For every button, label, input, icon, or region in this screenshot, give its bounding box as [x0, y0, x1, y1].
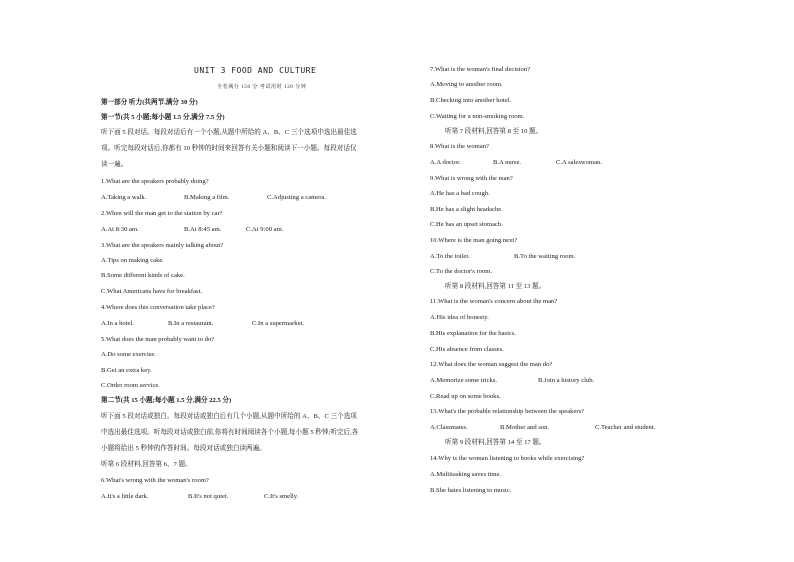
q10-option-a: A.To the toilet.: [430, 253, 470, 260]
q2-option-a: A.At 8:30 am.: [101, 226, 139, 233]
question-6: 6.What's wrong with the woman's room?: [101, 477, 209, 484]
section1-instructions-line3: 读一遍。: [101, 161, 128, 168]
q10-option-b: B.To the waiting room.: [514, 253, 576, 260]
q11-option-c: C.His absence from classes.: [430, 346, 504, 353]
q5-option-a: A.Do some exercise.: [101, 351, 156, 358]
q12-option-c: C.Read up on some books.: [430, 393, 501, 400]
section1-instructions-line2: 项。听完每段对话后,你都有 10 秒钟的时间来回答有关小题和阅读下一小题。每段对话仅: [101, 145, 357, 152]
q9-option-a: A.He has a bad cough.: [430, 190, 490, 197]
q12-option-a: A.Memorize some tricks.: [430, 377, 498, 384]
section1-instructions-line1: 听下面 5 段对话。每段对话后有一个小题,从题中所给的 A、B、C 三个选项中选出最佳选: [101, 129, 357, 136]
q13-option-c: C.Teacher and student.: [595, 424, 656, 431]
q5-option-b: B.Get an extra key.: [101, 367, 152, 374]
question-2: 2.When will the man get to the station by car?: [101, 210, 223, 217]
q14-option-b: B.She hates listening to music.: [430, 487, 512, 494]
q13-option-a: A.Classmates.: [430, 424, 468, 431]
q8-option-b: B.A nurse.: [493, 159, 522, 166]
q6-option-c: C.It's smelly.: [264, 493, 299, 500]
q7-option-b: B.Checking into another hotel.: [430, 97, 512, 104]
q4-option-a: A.In a hotel.: [101, 320, 134, 327]
q1-option-b: B.Making a film.: [184, 194, 230, 201]
q11-option-b: B.His explanation for the basics.: [430, 330, 517, 337]
q4-option-b: B.In a restaurant.: [168, 320, 214, 327]
q1-option-a: A.Taking a walk.: [101, 194, 147, 201]
q6-option-a: A.It's a little dark.: [101, 493, 149, 500]
q3-option-a: A.Tips on making cake.: [101, 257, 164, 264]
material-7-note: 听第 7 段材料,回答第 8 至 10 题。: [445, 128, 543, 135]
question-12: 12.What does the woman suggest the man do?: [430, 361, 553, 368]
q1-option-c: C.Adjusting a camera.: [267, 194, 326, 201]
q12-option-b: B.Join a history club.: [538, 377, 595, 384]
q7-option-c: C.Waiting for a non-smoking room.: [430, 113, 525, 120]
section2-instructions-line3: 小题将给出 5 秒钟的作答时间。每段对话或独白读两遍。: [101, 445, 266, 452]
page-title: UNIT 3 FOOD AND CULTURE: [194, 66, 317, 75]
material-8-note: 听第 8 段材料,回答第 11 至 13 题。: [445, 283, 546, 290]
question-1: 1.What are the speakers probably doing?: [101, 178, 209, 185]
q11-option-a: A.His idea of honesty.: [430, 314, 489, 321]
q14-option-a: A.Multitasking saves time.: [430, 471, 502, 478]
q3-option-b: B.Some different kinds of cake.: [101, 272, 185, 279]
question-8: 8.What is the woman?: [430, 143, 489, 150]
question-4: 4.Where does this conversation take place?: [101, 304, 215, 311]
section1-heading: 第一节(共 5 小题;每小题 1.5 分,满分 7.5 分): [101, 114, 225, 121]
question-11: 11.What is the woman's concern about the man?: [430, 298, 558, 305]
material-9-note: 听第 9 段材料,回答第 14 至 17 题。: [445, 439, 546, 446]
section2-instructions-line1: 听下面 5 段对话或独白。每段对话或独白后有几个小题,从题中所给的 A、B、C 三个选项: [101, 413, 357, 420]
section2-heading: 第二节(共 15 小题;每小题 1.5 分,满分 22.5 分): [101, 397, 232, 404]
material-6-note: 听第 6 段材料,回答第 6、7 题。: [101, 461, 192, 468]
question-7: 7.What is the woman's final decision?: [430, 66, 531, 73]
section2-instructions-line2: 中选出最佳选项。听每段对话或独白前,你将有时间阅读各个小题,每小题 5 秒钟;听完后,各: [101, 429, 359, 436]
q4-option-c: C.In a supermarket.: [252, 320, 304, 327]
q8-option-c: C.A saleswoman.: [556, 159, 602, 166]
q3-option-c: C.What Americans have for breakfast.: [101, 288, 203, 295]
question-5: 5.What does the man probably want to do?: [101, 336, 215, 343]
q2-option-b: B.At 8:45 am.: [184, 226, 222, 233]
q9-option-c: C.He has an upset stomach.: [430, 221, 503, 228]
question-14: 14.Why is the woman listening to books while exercising?: [430, 455, 585, 462]
part1-heading: 第一部分 听力(共两节,满分 30 分): [101, 99, 198, 106]
q2-option-c: C.At 9:00 am.: [246, 226, 284, 233]
q5-option-c: C.Order room service.: [101, 382, 160, 389]
q9-option-b: B.He has a slight headache.: [430, 206, 503, 213]
question-3: 3.What are the speakers mainly talking about?: [101, 242, 224, 249]
question-10: 10.Where is the man going next?: [430, 237, 518, 244]
q7-option-a: A.Moving to another room.: [430, 81, 503, 88]
question-9: 9.What is wrong with the man?: [430, 175, 513, 182]
exam-meta: 全卷满分 150 分 考试用时 120 分钟: [217, 85, 307, 90]
q8-option-a: A.A doctor.: [430, 159, 461, 166]
q13-option-b: B.Mother and son.: [500, 424, 550, 431]
q10-option-c: C.To the doctor's room.: [430, 268, 493, 275]
q6-option-b: B.It's not quiet.: [188, 493, 229, 500]
question-13: 13.What's the probable relationship between the speakers?: [430, 408, 585, 415]
